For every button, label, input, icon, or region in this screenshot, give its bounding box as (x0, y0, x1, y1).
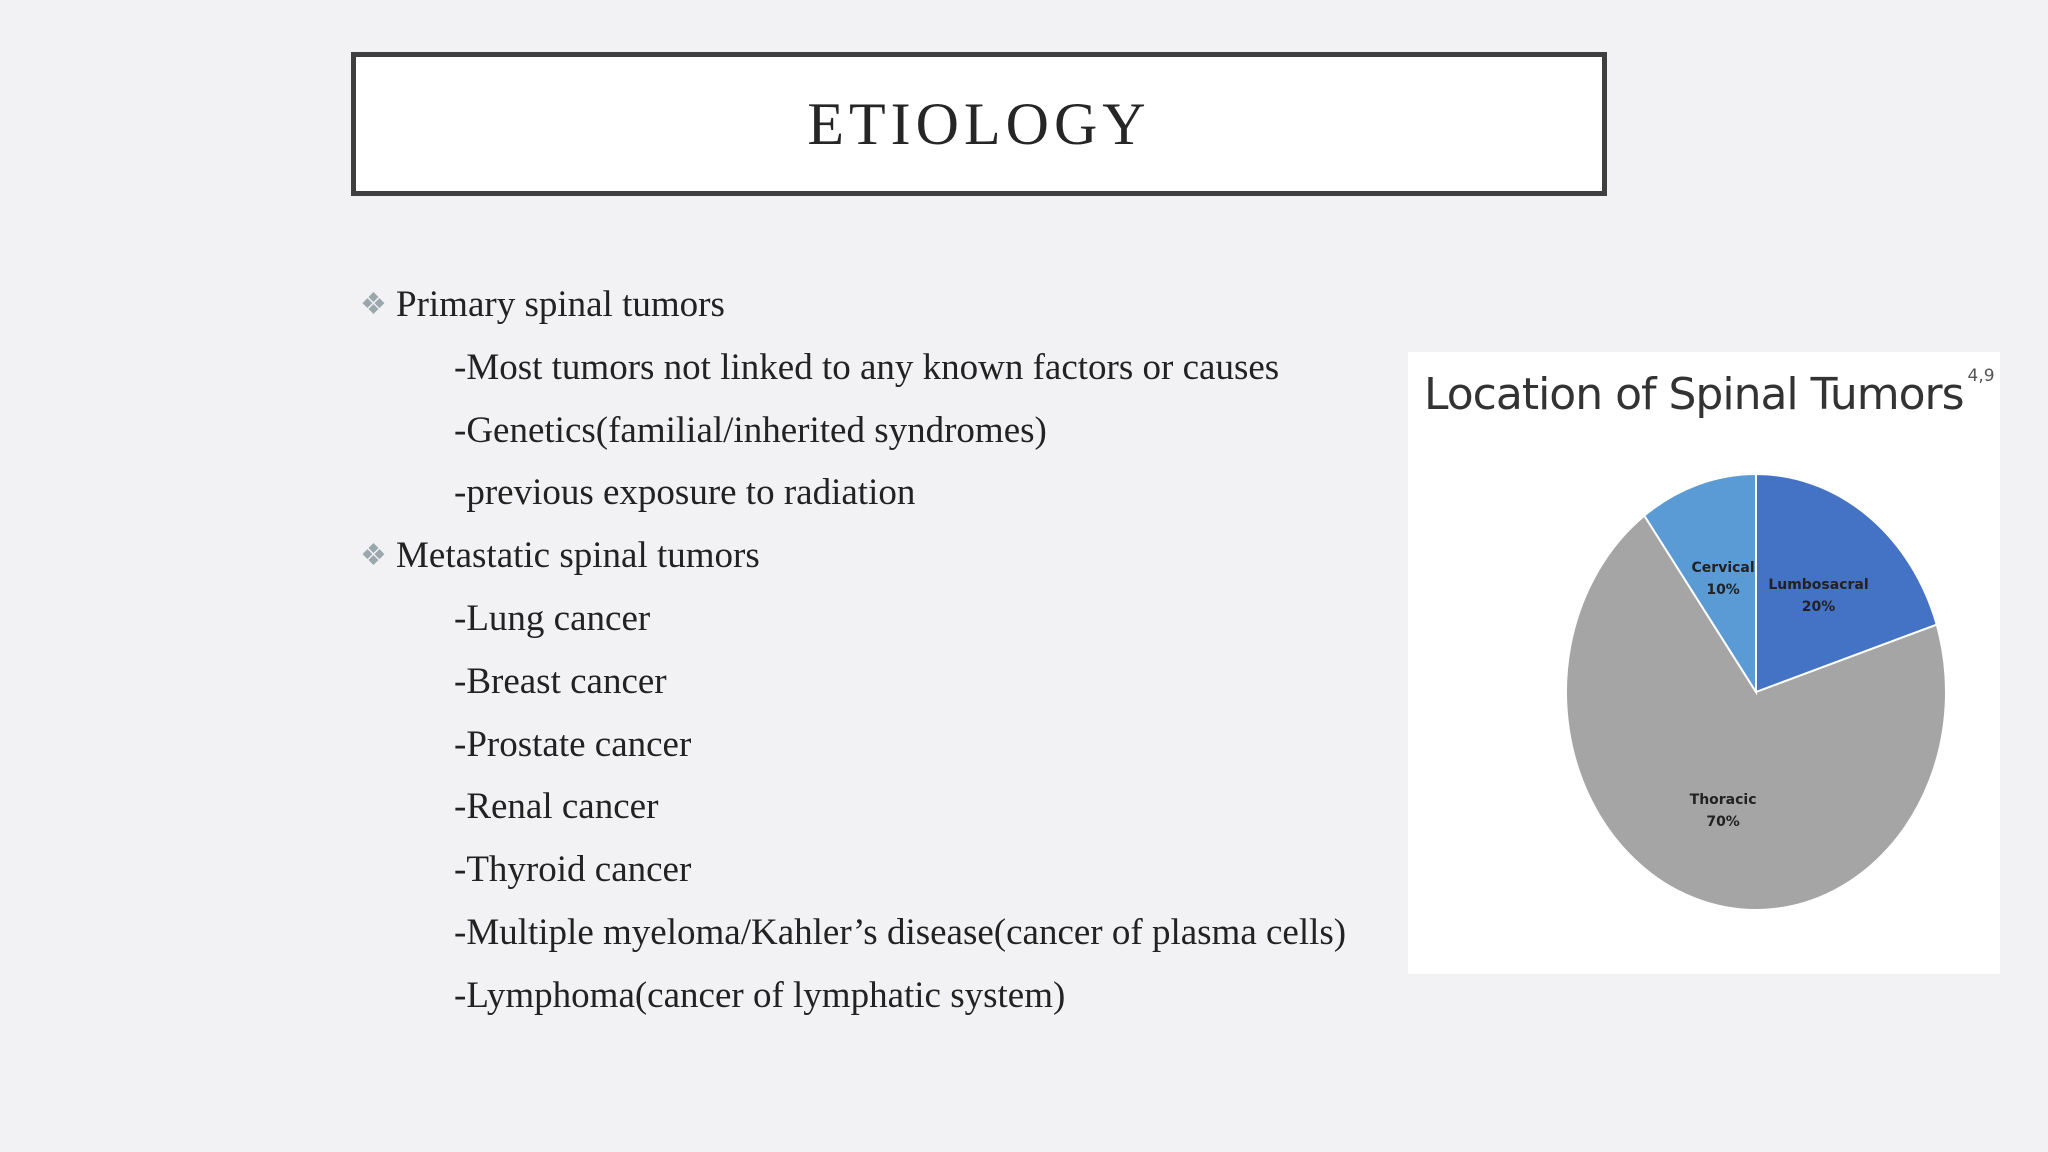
pie-label-lumbosacral-name: Lumbosacral (1768, 577, 1869, 594)
pie-chart (1408, 352, 2000, 974)
metastatic-heading (360, 525, 1420, 588)
pie-label-thoracic-value: 70% (1706, 814, 1740, 831)
diamond-bullet-icon: ❖ (360, 288, 387, 321)
bullet-list (360, 274, 1420, 1028)
primary-heading-text: Primary spinal tumors (396, 284, 725, 325)
metastatic-item-1: -Lung cancer (454, 597, 651, 639)
pie-chart-panel (1408, 352, 2000, 974)
pie-label-cervical-name: Cervical (1691, 559, 1755, 576)
metastatic-item-6: -Multiple myeloma/Kahler’s disease(cancer of plasma cells) (454, 911, 1347, 953)
chart-title-text: Location of Spinal Tumors (1424, 369, 1964, 420)
metastatic-item-5: -Thyroid cancer (454, 849, 692, 891)
diamond-bullet-icon: ❖ (360, 539, 387, 573)
pie-label-cervical-value: 10% (1706, 581, 1740, 598)
primary-item-2: -Genetics(familial/inherited syndromes) (454, 409, 1047, 451)
primary-heading (360, 274, 1420, 337)
metastatic-heading-text: Metastatic spinal tumors (396, 535, 760, 577)
pie-label-lumbosacral-value: 20% (1801, 599, 1836, 616)
chart-title-citation: 4,9 (1967, 366, 1995, 386)
metastatic-item-2: -Breast cancer (454, 660, 667, 702)
metastatic-item-3: -Prostate cancer (454, 723, 692, 765)
metastatic-item-7: -Lymphoma(cancer of lymphatic system) (454, 974, 1066, 1016)
title-box (351, 52, 1607, 196)
slide-title: ETIOLOGY (807, 90, 1151, 157)
pie-label-thoracic-name: Thoracic (1689, 792, 1757, 809)
metastatic-item-4: -Renal cancer (454, 786, 659, 828)
primary-item-1: -Most tumors not linked to any known factors or causes (454, 346, 1280, 388)
primary-item-3: -previous exposure to radiation (454, 472, 916, 514)
